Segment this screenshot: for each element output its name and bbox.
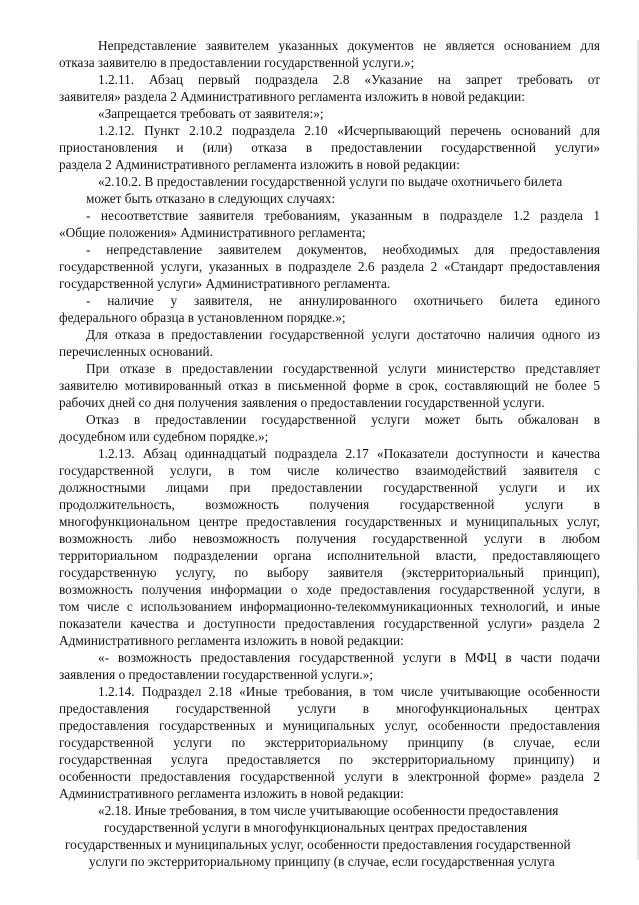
text-line: многофункциональном центре предоставления государственных и муниципальных услуг, <box>59 514 600 529</box>
text-line: может быть отказано в следующих случаях: <box>86 191 336 206</box>
text-line: «Общие положения» Административного регламента; <box>59 225 366 240</box>
text-line: возможность получения информации о ходе предоставления государственной услуги, в <box>59 582 600 597</box>
text-line: «2.10.2. В предоставлении государственной услуги по выдаче охотничьего билета <box>98 174 563 189</box>
text-line: «Запрещается требовать от заявителя:»; <box>98 106 324 121</box>
text-line: Непредставление заявителем указанных документов не является основанием для <box>98 38 600 53</box>
text-line: Для отказа в предоставлении государственной услуги достаточно наличия одного из <box>86 327 600 342</box>
text-line: том числе с использованием информационно-телекоммуникационных технологий, и иные <box>59 599 600 614</box>
text-line: государственная услуга предоставляется по экстерриториальному принципу) и <box>59 752 600 767</box>
text-line: отказа заявителю в предоставлении государственной услуги.»; <box>59 55 415 70</box>
text-line: Административного регламента изложить в новой редакции: <box>59 786 404 801</box>
text-line: Отказ в предоставлении государственной услуги может быть обжалован в <box>86 412 600 427</box>
text-line: территориальном подразделении органа исполнительной власти, предоставляющего <box>59 548 600 563</box>
text-line: федерального образца в установленном порядке.»; <box>59 310 346 325</box>
text-line: раздела 2 Административного регламента изложить в новой редакции: <box>59 157 460 172</box>
text-line: «- возможность предоставления государственной услуги в МФЦ в части подачи <box>98 650 600 665</box>
text-line: Административного регламента изложить в новой редакции: <box>59 633 404 648</box>
text-line: возможность либо невозможность получения государственной услуги в любом <box>59 531 600 546</box>
text-line: государственной услуги» Административного регламента. <box>59 276 391 291</box>
text-line: заявления о предоставлении государственной услуги.»; <box>59 667 374 682</box>
text-line: рабочих дней со дня получения заявления о предоставлении государственной услуги. <box>59 395 545 410</box>
text-line: предоставления государственных и муниципальных услуг, особенности предоставления <box>59 718 600 733</box>
text-line: заявителю мотивированный отказ в письменной форме в срок, составляющий не более 5 <box>59 378 600 393</box>
text-line: государственную услугу, по выбору заявителя (экстерриториальный принцип), <box>59 565 600 580</box>
text-line: - наличие у заявителя, не аннулированного охотничьего билета единого <box>86 293 600 308</box>
text-line: заявителя» раздела 2 Административного регламента изложить в новой редакции: <box>59 89 525 104</box>
text-line: 1.2.13. Абзац одиннадцатый подраздела 2.17 «Показатели доступности и качества <box>98 446 600 461</box>
text-line: 1.2.11. Абзац первый подраздела 2.8 «Указание на запрет требовать от <box>98 72 600 87</box>
text-line: особенности предоставления государственной услуги в электронной форме» раздела 2 <box>59 769 600 784</box>
text-line: - несоответствие заявителя требованиям, указанным в подразделе 1.2 раздела 1 <box>86 208 600 223</box>
text-line: государственной услуги в многофункциональных центрах предоставления <box>104 820 528 835</box>
text-line: предоставления государственной услуги в многофункциональных центрах <box>59 701 600 716</box>
text-line: продолжительность, возможность получения государственной услуги в <box>59 497 600 512</box>
text-line: приостановления и (или) отказа в предоставлении государственной услуги» <box>59 140 600 155</box>
text-line: показатели качества и доступности предоставления государственной услуги» раздела 2 <box>59 616 600 631</box>
text-line: 1.2.12. Пункт 2.10.2 подраздела 2.10 «Исчерпывающий перечень оснований для <box>98 123 600 138</box>
text-line: - непредставление заявителем документов, необходимых для предоставления <box>86 242 600 257</box>
text-line: государственной услуги, указанных в подразделе 2.6 раздела 2 «Стандарт предоставления <box>59 259 600 274</box>
text-line: 1.2.14. Подраздел 2.18 «Иные требования, в том числе учитывающие особенности <box>98 684 600 699</box>
text-line: государственной услуги по экстерриториальному принципу (в случае, если <box>59 735 600 750</box>
text-line: «2.18. Иные требования, в том числе учитывающие особенности предоставления <box>98 803 559 818</box>
text-line: досудебном или судебном порядке.»; <box>59 429 269 444</box>
text-line: перечисленных оснований. <box>59 344 213 359</box>
text-line: должностными лицами при предоставлении государственной услуги и их <box>59 480 600 495</box>
text-line: При отказе в предоставлении государственной услуги министерство представляет <box>86 361 600 376</box>
text-line: услуги по экстерриториальному принципу (в случае, если государственная услуга <box>89 854 555 869</box>
text-line: государственных и муниципальных услуг, особенности предоставления государственной <box>65 837 571 852</box>
text-line: государственной услуги, в том числе количество взаимодействий заявителя с <box>59 463 600 478</box>
